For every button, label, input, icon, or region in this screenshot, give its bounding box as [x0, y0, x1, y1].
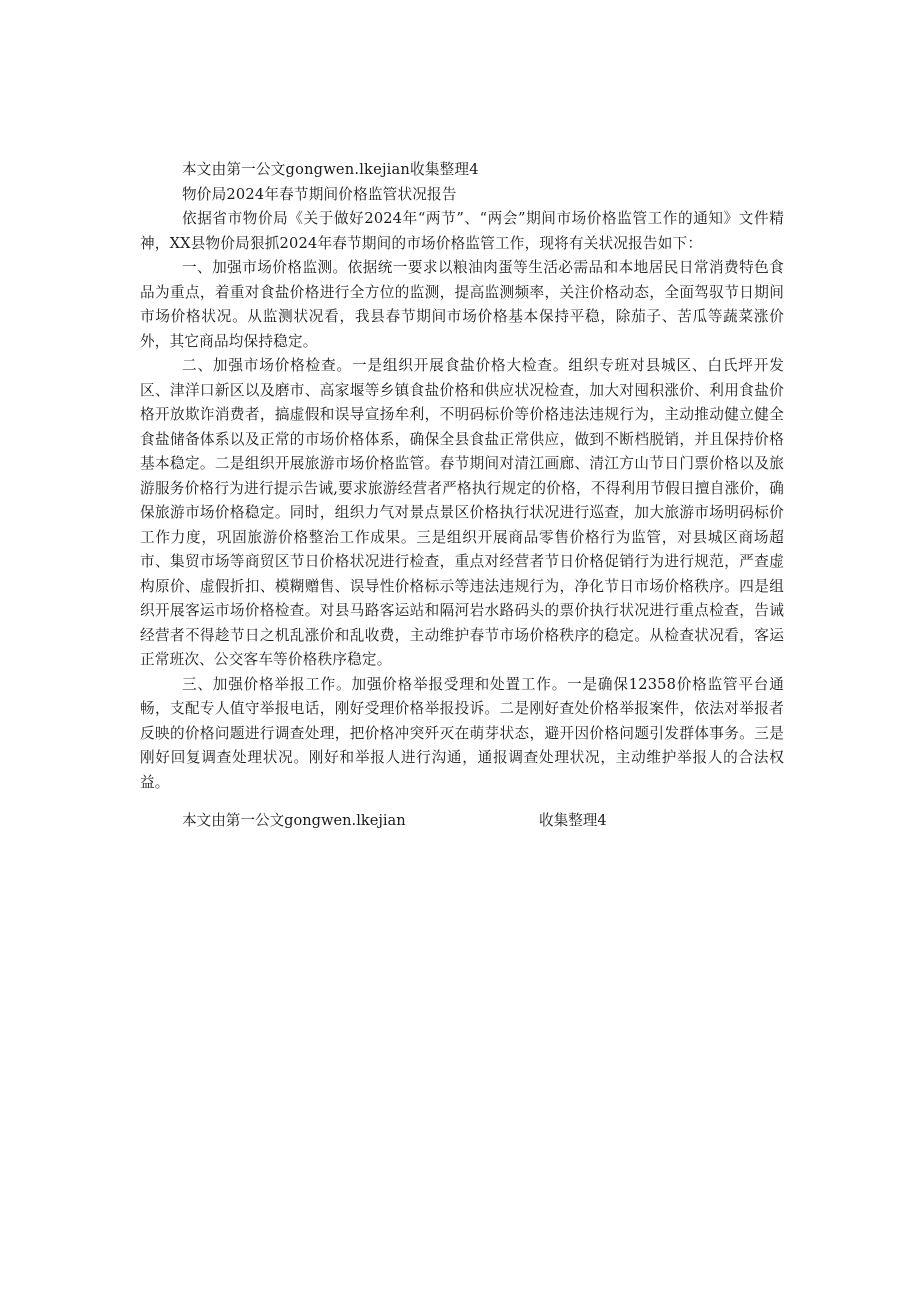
intro-paragraph: 依据省市物价局《关于做好2024年“两节”、“两会”期间市场价格监管工作的通知》文件精神，XX县物价局狠抓2024年春节期间的市场价格监管工作，现将有关状况报告如下：: [140, 210, 784, 252]
footer-collect-text: 收集整理4: [539, 812, 607, 829]
section-2-paragraph: 二、加强市场价格检查。一是组织开展食盐价格大检查。组织专班对县城区、白氏坪开发区、津洋口新区以及磨市、高家堰等乡镇食盐价格和供应状况检查，加大对囤积涨价、利用食盐价格开放欺诈消费者，搞虚假和误导宣扬牟利，不明码标价等价格违法违规行为，主动推动健立健全食盐储备体系以及正常的市场价格体系，确保全县食盐正常供应，做到不断档脱销，并且保持价格基本稳定。二是组织开展旅游市场价格监管。春节期间对清江画廊、清江方山节日门票价格以及旅游服务价格行为进行提示告诫,要求旅游经营者严格执行规定的价格，不得利用节假日擅自涨价，确保旅游市场价格稳定。同时，组织力气对景点景区价格执行状况进行巡查，加大旅游市场明码标价工作力度，巩固旅游价格整治工作成果。三是组织开展商品零售价格行为监管，对县城区商场超市、集贸市场等商贸区节日价格状况进行检查，重点对经营者节日价格促销行为进行规范，严查虚构原价、虚假折扣、模糊赠售、误导性价格标示等违法违规行为，净化节日市场价格秩序。四是组织开展客运市场价格检查。对县马路客运站和隔河岩水路码头的票价执行状况进行重点检查，告诫经营者不得趁节日之机乱涨价和乱收费，主动维护春节市场价格秩序的稳定。从检查状况看，客运正常班次、公交客车等价格秩序稳定。: [140, 357, 784, 668]
document-body: [140, 158, 784, 795]
document-title: 物价局2024年春节期间价格监管状况报告: [182, 185, 457, 203]
source-line: 本文由第一公文gongwen.lkejian收集整理4: [182, 161, 479, 178]
section-3-paragraph: 三、加强价格举报工作。加强价格举报受理和处置工作。一是确保12358价格监管平台通畅，支配专人值守举报电话，刚好受理价格举报投诉。二是刚好查处价格举报案件，依法对举报者反映的价格问题进行调查处理，把价格冲突歼灭在萌芽状态，避开因价格问题引发群体事务。三是刚好回复调查处理状况。刚好和举报人进行沟通，通报调查处理状况，主动维护举报人的合法权益。: [140, 675, 784, 791]
footer-source-text: 本文由第一公文gongwen.lkejian: [182, 812, 406, 829]
section-1-paragraph: 一、加强市场价格监测。依据统一要求以粮油肉蛋等生活必需品和本地居民日常消费特色食品为重点，着重对食盐价格进行全方位的监测，提高监测频率，关注价格动态，全面驾驭节日期间市场价格状况。从监测状况看，我县春节期间市场价格基本保持平稳，除茄子、苦瓜等蔬菜涨价外，其它商品均保持稳定。: [140, 259, 784, 350]
